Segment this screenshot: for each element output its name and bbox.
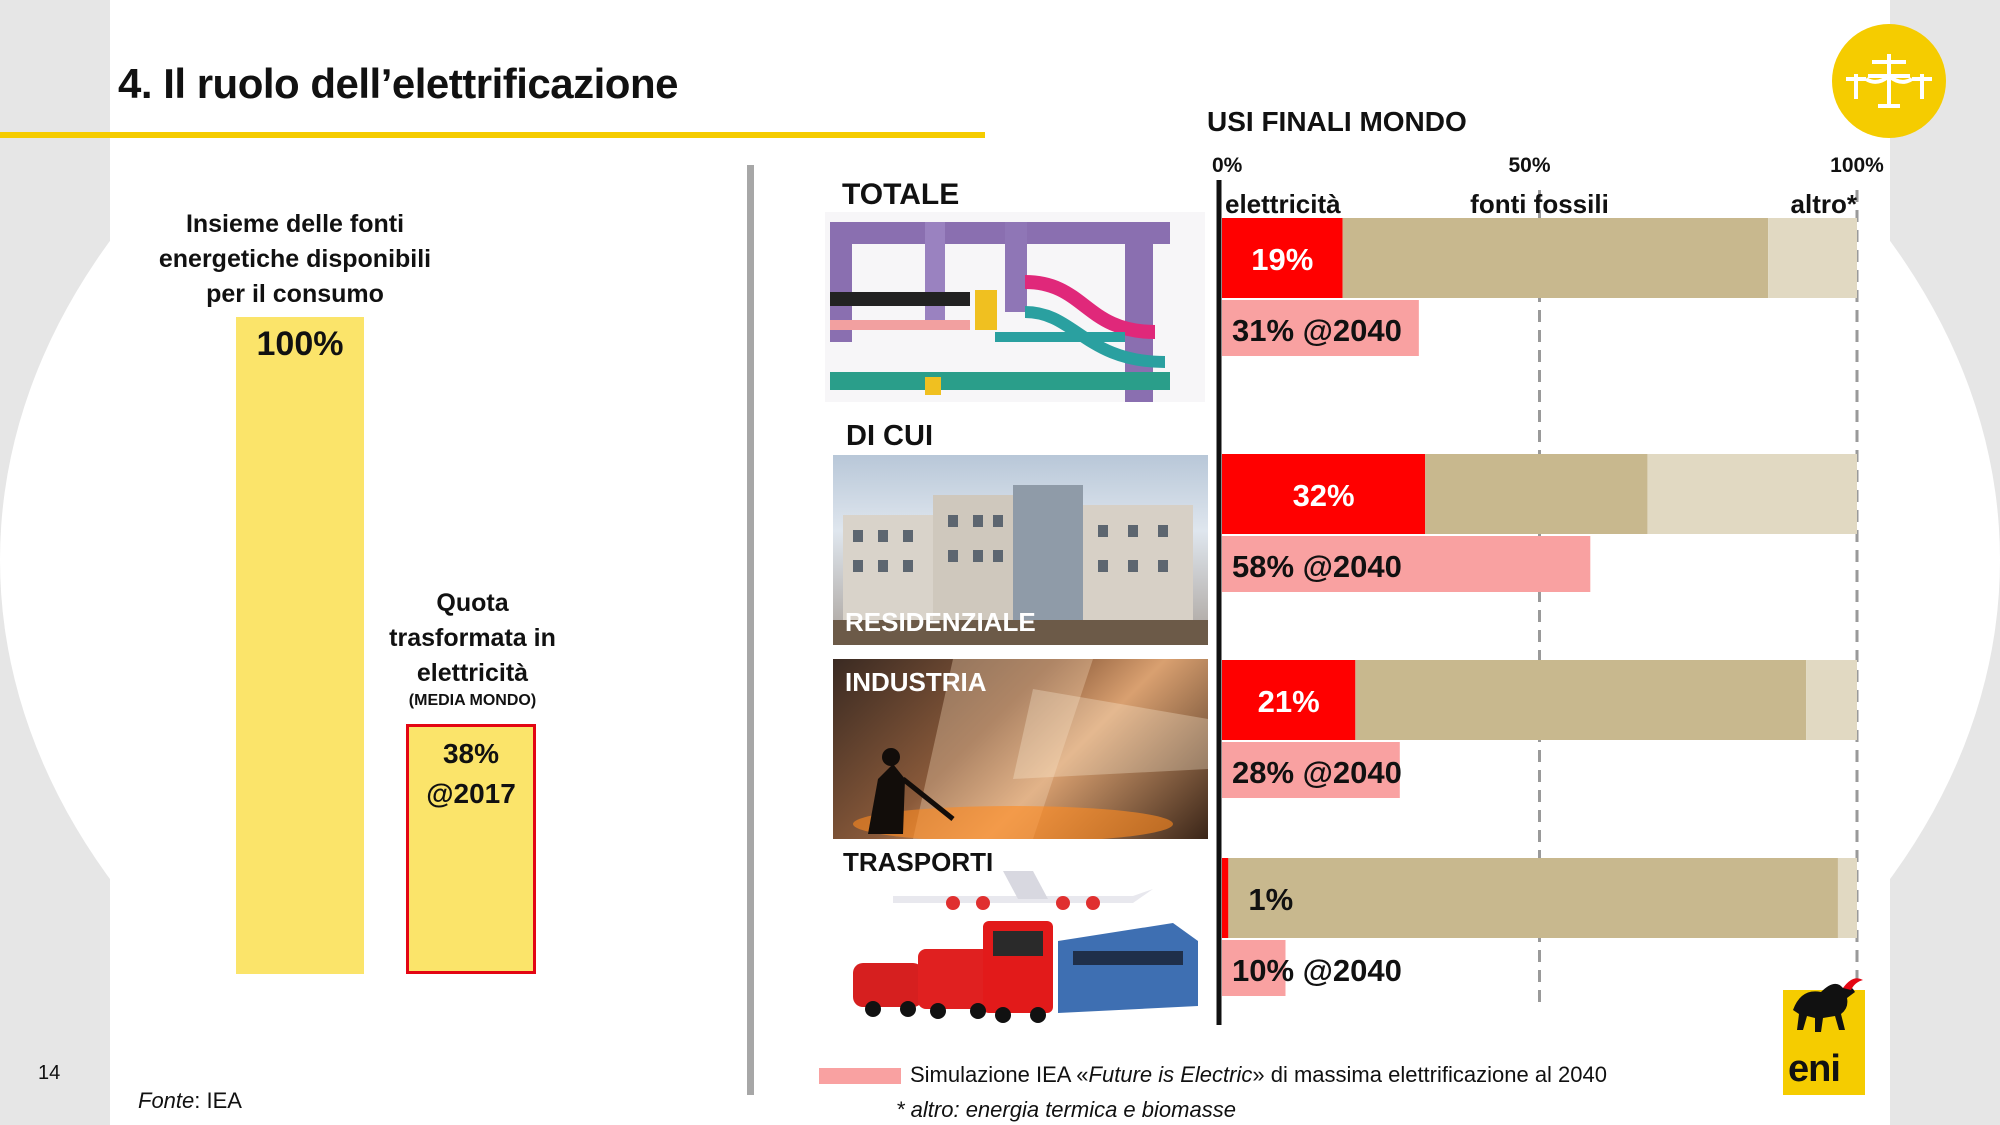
bar-trasporti-fonti-fossili bbox=[1228, 858, 1838, 938]
label-trasporti-electricity: 1% bbox=[1248, 882, 1294, 917]
electricity-share-value-line2: @2017 bbox=[426, 778, 516, 809]
total-sources-label: Insieme delle fonti energetiche disponibili per il consumo bbox=[158, 210, 432, 308]
label-residenziale-electricity: 32% bbox=[1292, 478, 1355, 513]
label-totale-electricity: 19% bbox=[1251, 242, 1314, 277]
six-legged-dog-icon bbox=[1783, 970, 1865, 1040]
electricity-share-label: Quota trasformata in elettricità bbox=[389, 589, 556, 687]
bar-industria-altro bbox=[1806, 660, 1857, 740]
legend-text-italic: Future is Electric bbox=[1088, 1062, 1253, 1087]
bar-industria-fonti-fossili bbox=[1355, 660, 1806, 740]
x-tick-0pct: 0% bbox=[1212, 154, 1243, 177]
di-cui-label: DI CUI bbox=[846, 420, 933, 452]
total-sources-value: 100% bbox=[256, 325, 344, 363]
source-value: : IEA bbox=[194, 1088, 242, 1113]
x-tick-100pct: 100% bbox=[1830, 154, 1884, 177]
page-title: 4. Il ruolo dell’elettrificazione bbox=[118, 60, 678, 107]
bar-residenziale-fonti-fossili bbox=[1425, 454, 1647, 534]
bar-trasporti-altro bbox=[1838, 858, 1857, 938]
legend-text-after: » di massima elettrificazione al 2040 bbox=[1252, 1062, 1607, 1087]
label-industria-electricity: 21% bbox=[1257, 684, 1320, 719]
electricity-share-value-line1: 38% bbox=[442, 738, 500, 769]
legend-text-before: Simulazione IEA « bbox=[910, 1062, 1089, 1087]
label-residenziale-2040: 58% @2040 bbox=[1232, 549, 1402, 584]
electricity-share-sublabel: (MEDIA MONDO) bbox=[408, 692, 537, 709]
bar-totale-altro bbox=[1768, 218, 1857, 298]
source-note bbox=[138, 1088, 242, 1114]
footnote: * altro: energia termica e biomasse bbox=[896, 1097, 1236, 1122]
series-label-other: altro* bbox=[1790, 189, 1857, 219]
source-prefix: Fonte bbox=[138, 1088, 195, 1113]
page-number: 14 bbox=[38, 1062, 61, 1084]
x-tick-50pct: 50% bbox=[1508, 154, 1551, 177]
category-label-industria: INDUSTRIA bbox=[845, 667, 987, 697]
legend-2040-text bbox=[910, 1062, 1607, 1088]
label-industria-2040: 28% @2040 bbox=[1232, 755, 1402, 790]
label-trasporti-2040: 10% @2040 bbox=[1232, 953, 1402, 988]
label-totale-2040: 31% @2040 bbox=[1232, 313, 1402, 348]
category-label-trasporti: TRASPORTI bbox=[843, 847, 994, 877]
chart-title: USI FINALI MONDO bbox=[1207, 106, 1467, 137]
bar-trasporti-elettricita bbox=[1222, 858, 1228, 938]
series-label-fossil: fonti fossili bbox=[1470, 189, 1609, 219]
category-label-residenziale: RESIDENZIALE bbox=[845, 607, 1036, 637]
category-label-totale: TOTALE bbox=[842, 178, 960, 211]
bar-totale-fonti-fossili bbox=[1343, 218, 1768, 298]
series-label-electricity: elettricità bbox=[1225, 189, 1341, 219]
legend-2040-swatch bbox=[819, 1068, 901, 1084]
eni-logo-text: eni bbox=[1788, 1048, 1840, 1090]
bar-residenziale-altro bbox=[1647, 454, 1857, 534]
